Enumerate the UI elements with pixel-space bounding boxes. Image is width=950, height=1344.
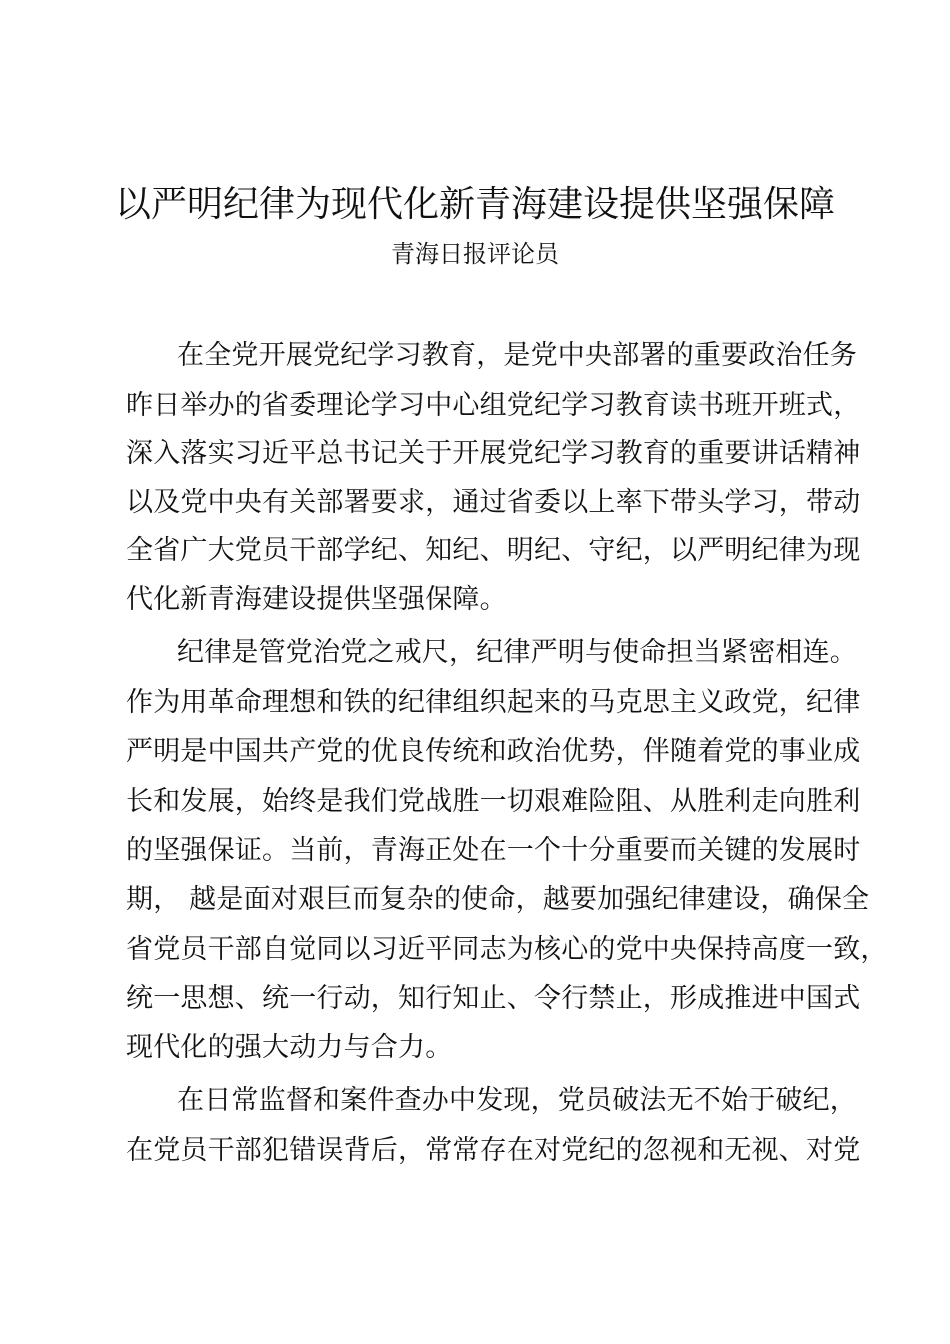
text-line: 的坚强保证。当前，青海正处在一个十分重要而关键的发展时: [126, 835, 861, 866]
document-byline: 青海日报评论员: [391, 240, 559, 268]
text-line: 在日常监督和案件查办中发现，党员破法无不始于破纪，: [177, 1085, 857, 1116]
text-line: 代化新青海建设提供坚强保障。: [126, 584, 507, 615]
text-line: 统一思想、统一行动，知行知止、令行禁止，形成推进中国式: [126, 983, 861, 1014]
text-line: 纪律是管党治党之戒尺，纪律严明与使命担当紧密相连。: [177, 637, 857, 668]
text-line: 现代化的强大动力与合力。: [126, 1032, 453, 1063]
text-line: 作为用革命理想和铁的纪律组织起来的马克思主义政党，纪律: [126, 687, 861, 718]
text-line: 在全党开展党纪学习教育，是党中央部署的重要政治任务: [177, 340, 857, 371]
text-line: 在党员干部犯错误背后，常常存在对党纪的忽视和无视、对党: [126, 1135, 861, 1166]
document-title: 以严明纪律为现代化新青海建设提供坚强保障: [114, 184, 835, 225]
text-line: 全省广大党员干部学纪、知纪、明纪、守纪，以严明纪律为现: [126, 535, 861, 566]
text-line: 以及党中央有关部署要求，通过省委以上率下带头学习，带动: [126, 487, 861, 518]
text-line: 期， 越是面对艰巨而复杂的使命，越要加强纪律建设，确保全: [126, 884, 870, 915]
text-line: 深入落实习近平总书记关于开展党纪学习教育的重要讲话精神: [126, 438, 861, 469]
text-line: 昨日举办的省委理论学习中心组党纪学习教育读书班开班式，: [126, 390, 861, 421]
text-line: 严明是中国共产党的优良传统和政治优势，伴随着党的事业成: [126, 736, 861, 767]
text-line: 长和发展，始终是我们党战胜一切艰难险阻、从胜利走向胜利: [126, 786, 861, 817]
text-line: 省党员干部自觉同以习近平同志为核心的党中央保持高度一致，: [126, 934, 888, 965]
